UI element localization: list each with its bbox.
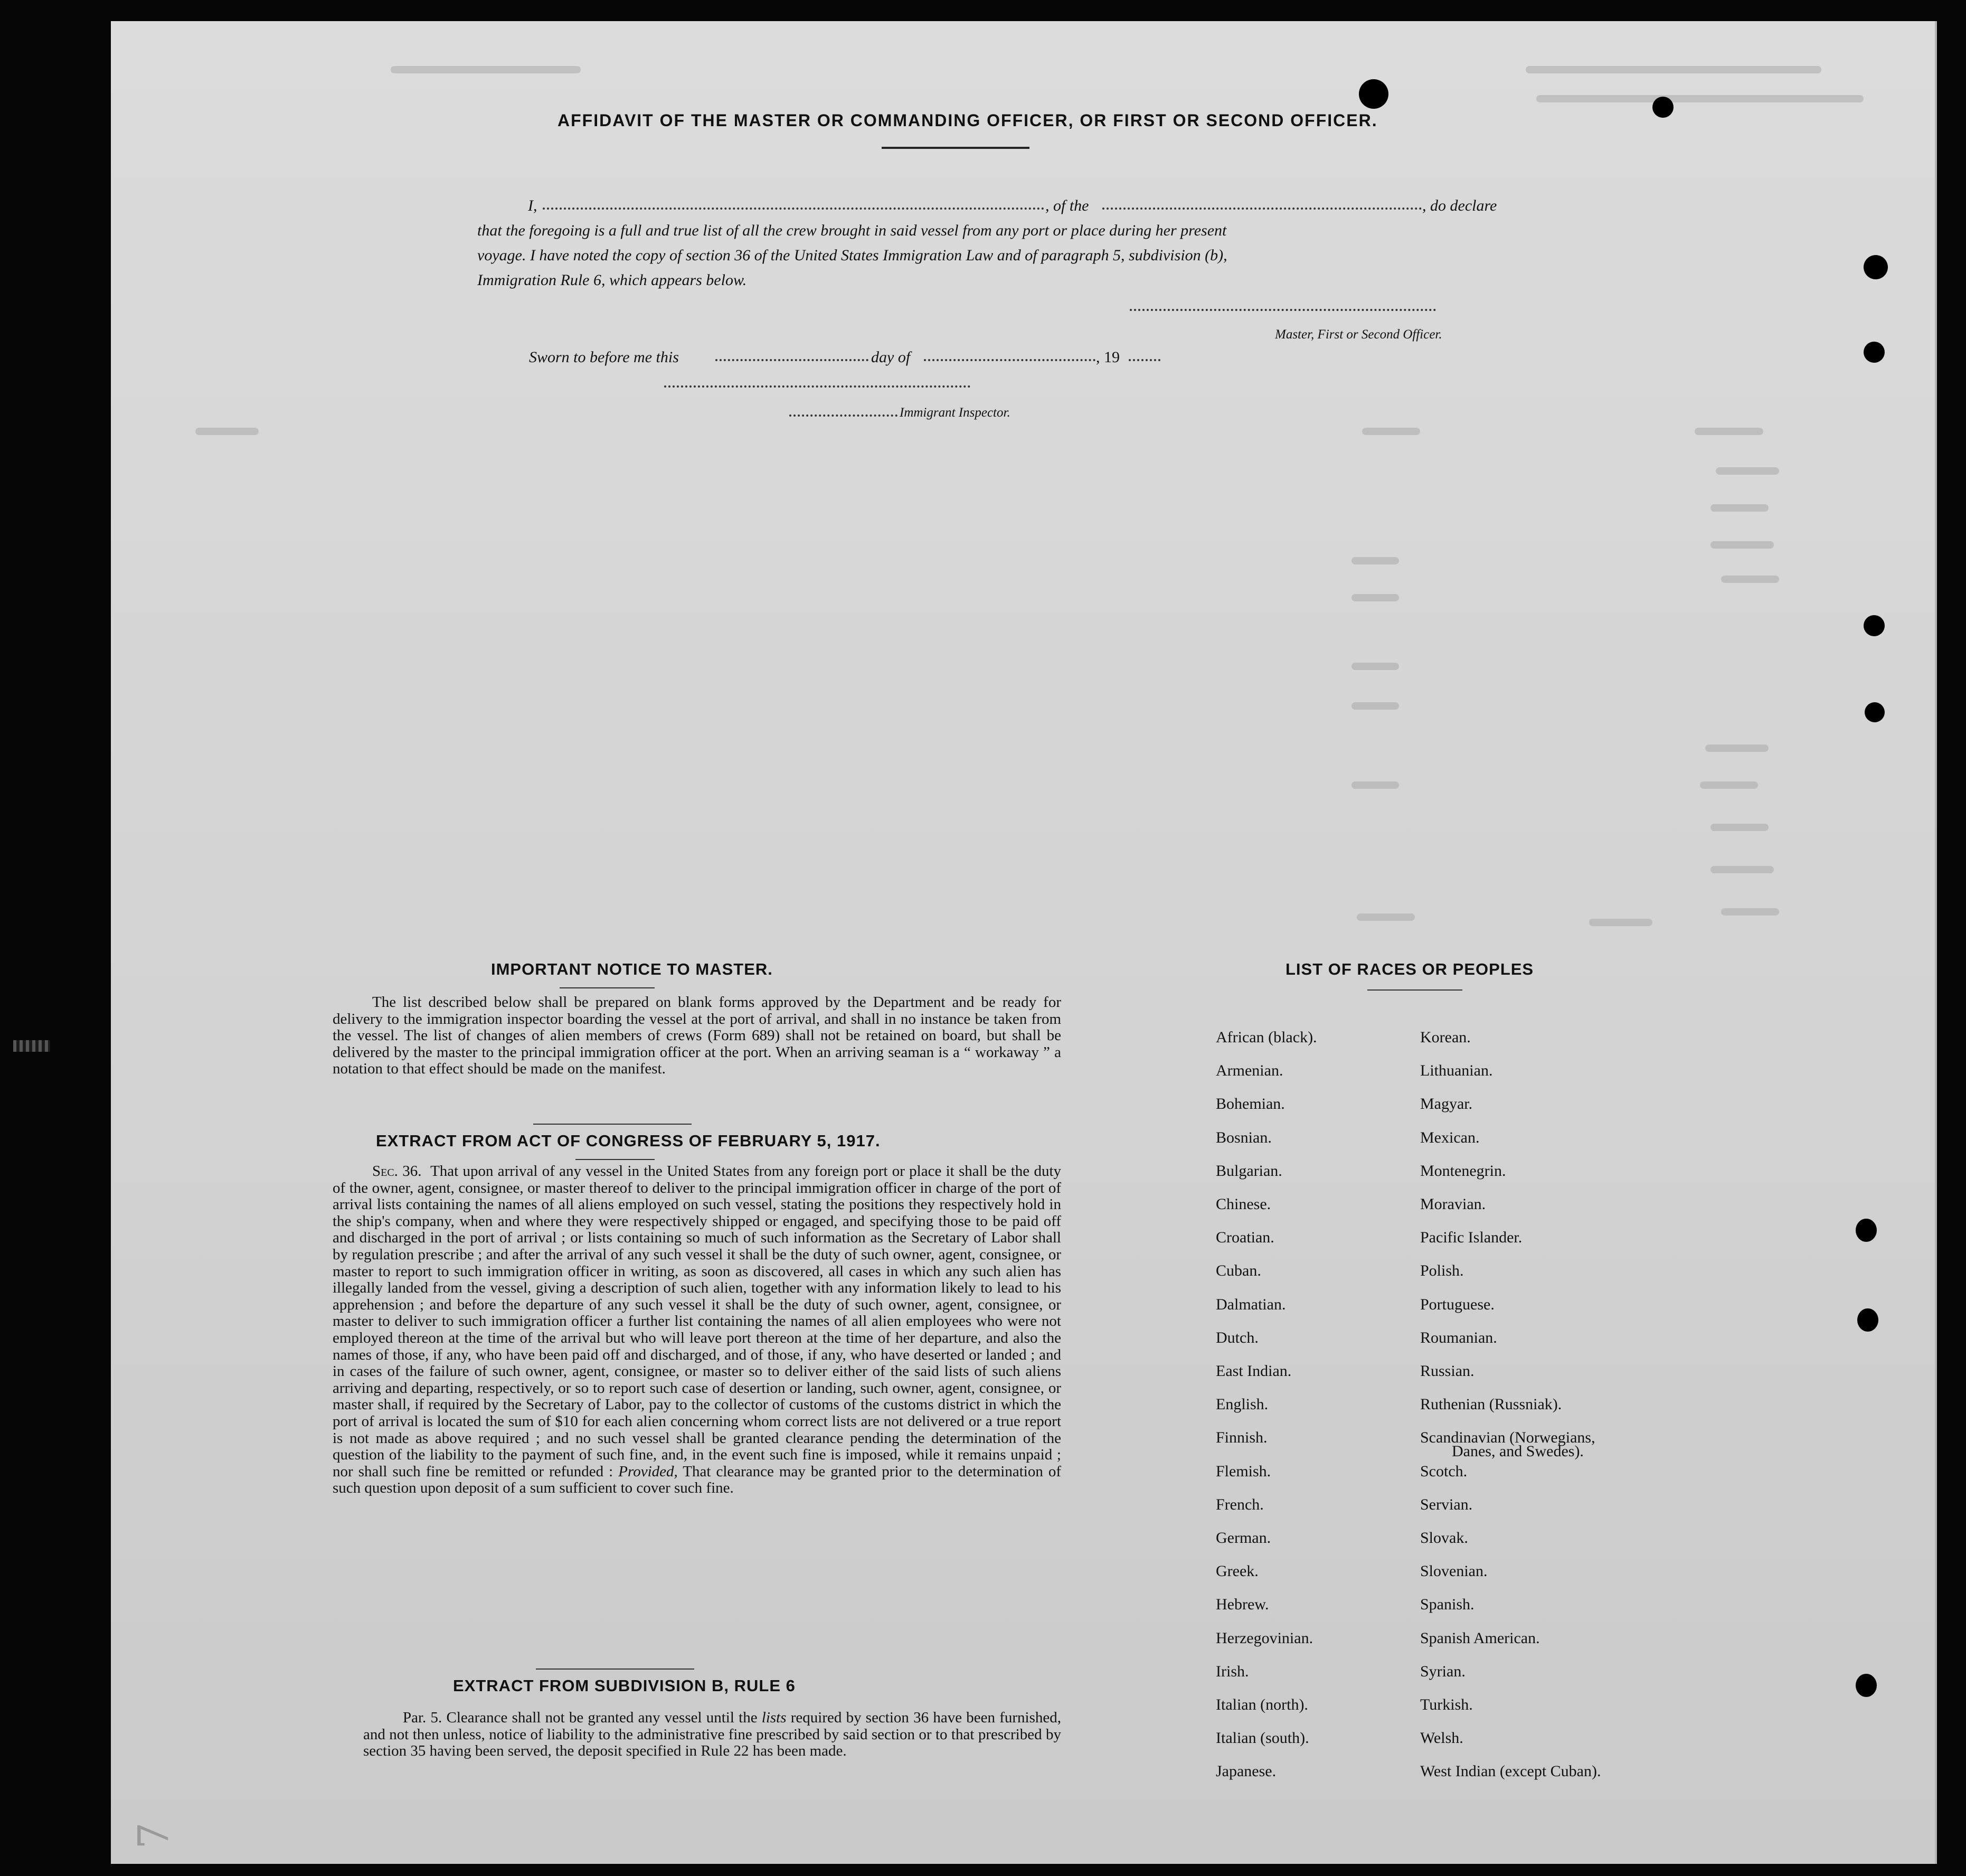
vessel-blank[interactable] (1102, 208, 1422, 210)
sworn-year-blank[interactable] (1129, 359, 1160, 361)
punch-hole (1864, 255, 1888, 279)
inspector-dots (789, 414, 897, 417)
race-right-16: Slovenian. (1420, 1562, 1488, 1580)
sec-36-text-part1: That upon arrival of any vessel in the United States from any foreign port or place it shall be the duty of the owner, agent, consignee, or master thereof to deliver to the principal immigration officer in charge of the port of arrival lists containing the names of all aliens employed on such vessel, stating the positions they respectively hold in the ship's company, when and where they were respectively shipped or engaged, and specifying those to be paid off and discharged in the port of arrival ; or lists containing so much of such information as the Secretary of Labor shall by regulation prescribe ; and after the arrival of any such vessel it shall be the duty of such owner, agent, consignee, or master to report to such immigration officer in writing, as soon as discovered, all cases in which any such alien has illegally landed from the vessel, giving a description of such alien, together with any information likely to lead to his apprehension ; and before the departure of any such vessel it shall be the duty of such owner, agent, consignee, or master to deliver to such immigration officer a further list containing the names of all alien employees who were not employed thereon at the time of the arrival but who will leave port thereon at the time of her departure, and also the names of those, if any, who have been paid off and discharged, and of those, if any, who have deserted or landed ; and in cases of the failure of such owner, agent, consignee, or master so to deliver either of the said lists of such aliens arriving and departing, respectively, or so to report such case of desertion or landing, such owner, agent, consignee, or master shall, if required by the Secretary of Labor, pay to the collector of customs of the customs district in which the port of arrival is located the sum of $10 for each alien concerning whom correct lists are not delivered or a true report is not made as above required ; and no such vessel shall be granted clearance pending the determination of the question of the liability to the payment of such fine, and, in the event such fine is imposed, while it remains unpaid ; nor shall such fine be remitted or refunded : (333, 1163, 1061, 1480)
extract-rule-title: EXTRACT FROM SUBDIVISION B, RULE 6 (453, 1676, 796, 1695)
race-left-17: Hebrew. (1216, 1596, 1269, 1614)
edge-fragment (13, 1040, 50, 1052)
affidavit-line-1: that the foregoing is a full and true list of all the crew brought in said vessel from any port or place during her present (477, 222, 1227, 239)
extract-act-title: EXTRACT FROM ACT OF CONGRESS OF FEBRUARY 5, 1917. (376, 1132, 881, 1150)
par-5-text-part2: required by section 36 have been furnished, and not then unless, notice of liability to the administrative fine prescribed by said section or to that prescribed by section 35 having been served, the deposit specified in Rule 22 has been made. (363, 1709, 1062, 1760)
race-left-15: German. (1216, 1529, 1271, 1547)
race-left-9: Dutch. (1216, 1328, 1259, 1346)
title-underline (882, 147, 1029, 149)
race-right-9: Roumanian. (1420, 1328, 1497, 1346)
race-left-1: Armenian. (1216, 1062, 1283, 1080)
race-left-3: Bosnian. (1216, 1128, 1272, 1146)
race-right-5: Moravian. (1420, 1195, 1486, 1213)
race-right-17: Spanish. (1420, 1596, 1474, 1614)
punch-hole (1359, 79, 1388, 109)
race-left-11: English. (1216, 1396, 1269, 1413)
race-right-14: Servian. (1420, 1495, 1473, 1513)
extract-act-text (333, 1163, 1061, 1497)
race-left-22: Japanese. (1216, 1762, 1277, 1780)
races-underline (1367, 989, 1462, 991)
race-right-18: Spanish American. (1420, 1629, 1540, 1647)
race-left-8: Dalmatian. (1216, 1295, 1286, 1313)
race-right-22: West Indian (except Cuban). (1420, 1762, 1601, 1780)
race-right-6: Pacific Islander. (1420, 1229, 1523, 1247)
sworn-day-blank[interactable] (715, 359, 868, 361)
bleed-through-marks (111, 21, 1935, 1864)
race-left-6: Croatian. (1216, 1229, 1274, 1247)
provided-label: Provided, (618, 1463, 678, 1480)
race-left-19: Irish. (1216, 1662, 1249, 1680)
punch-hole (1864, 615, 1885, 636)
race-left-14: French. (1216, 1495, 1264, 1513)
race-left-16: Greek. (1216, 1562, 1259, 1580)
form-page (111, 21, 1937, 1864)
punch-hole (1652, 97, 1674, 118)
races-title: LIST OF RACES OR PEOPLES (1286, 960, 1534, 978)
race-right-10: Russian. (1420, 1362, 1474, 1380)
race-left-0: African (black). (1216, 1029, 1317, 1046)
par-5-label: Par. 5. (403, 1709, 442, 1726)
race-right-19: Syrian. (1420, 1662, 1466, 1680)
name-blank[interactable] (543, 208, 1044, 210)
affidavit-i-label: I, (528, 197, 537, 214)
extract-act-underline (575, 1159, 655, 1160)
do-declare-label: , do declare (1422, 197, 1497, 214)
race-right-20: Turkish. (1420, 1696, 1473, 1713)
master-signature-blank[interactable] (1130, 309, 1436, 311)
race-right-15: Slovak. (1420, 1529, 1468, 1547)
race-left-13: Flemish. (1216, 1462, 1271, 1480)
par-5-text-part1: Clearance shall not be granted any vessel until the (446, 1709, 758, 1726)
sworn-prefix: Sworn to before me this (529, 348, 679, 366)
sec-36-text-part2: That clearance may be granted prior to the determination of such question upon deposit of a sum sufficient to cover such fine. (333, 1463, 1062, 1497)
race-left-12: Finnish. (1216, 1429, 1268, 1447)
affidavit-line-3: Immigration Rule 6, which appears below. (477, 271, 747, 289)
punch-hole (1857, 1308, 1878, 1332)
race-left-4: Bulgarian. (1216, 1162, 1282, 1180)
race-right-11: Ruthenian (Russniak). (1420, 1396, 1562, 1413)
race-left-20: Italian (north). (1216, 1696, 1308, 1713)
master-caption: Master, First or Second Officer. (1275, 327, 1442, 342)
notice-title: IMPORTANT NOTICE TO MASTER. (491, 960, 773, 978)
affidavit-line-2: voyage. I have noted the copy of section 36 of the United States Immigration Law and of paragraph 5, subdivision (b), (477, 247, 1227, 264)
sec-36-label: Sec. 36. (372, 1163, 422, 1180)
race-right-7: Polish. (1420, 1262, 1464, 1280)
notice-rule (533, 1124, 692, 1125)
inspector-caption: Immigrant Inspector. (900, 406, 1010, 420)
extract-rule-text (363, 1710, 1061, 1760)
inspector-signature-blank[interactable] (664, 385, 970, 388)
race-right-12: Scandinavian (Norwegians, (1420, 1429, 1595, 1447)
notice-underline (560, 987, 655, 988)
year-prefix: , 19 (1096, 348, 1120, 366)
sworn-month-blank[interactable] (924, 359, 1095, 361)
punch-hole (1856, 1674, 1877, 1697)
race-right-13: Scotch. (1420, 1462, 1468, 1480)
punch-hole (1856, 1219, 1877, 1242)
race-right-2: Magyar. (1420, 1095, 1473, 1113)
race-scandinavian-continued: Danes, and Swedes). (1452, 1443, 1584, 1460)
race-left-10: East Indian. (1216, 1362, 1292, 1380)
race-right-21: Welsh. (1420, 1729, 1463, 1747)
race-left-2: Bohemian. (1216, 1095, 1285, 1113)
margin-mark: 7 (128, 1822, 178, 1849)
day-of-label: day of (871, 348, 911, 366)
extract-act-rule (536, 1668, 694, 1670)
punch-hole (1865, 702, 1885, 722)
race-left-18: Herzegovinian. (1216, 1629, 1313, 1647)
race-right-0: Korean. (1420, 1029, 1471, 1046)
race-right-3: Mexican. (1420, 1128, 1480, 1146)
of-the-label: , of the (1045, 197, 1089, 214)
affidavit-title: AFFIDAVIT OF THE MASTER OR COMMANDING OFFICER, OR FIRST OR SECOND OFFICER. (557, 111, 1378, 130)
race-right-4: Montenegrin. (1420, 1162, 1506, 1180)
race-left-21: Italian (south). (1216, 1729, 1309, 1747)
race-left-7: Cuban. (1216, 1262, 1261, 1280)
notice-text: The list described below shall be prepared on blank forms approved by the Department and be ready for delivery to the immigration inspector boarding the vessel at the port of arrival, and shall in no instance be taken from the vessel. The list of changes of alien members of crews (Form 689) shall not be retained on board, but shall be delivered by the master to the principal immigration officer at the port. When an arriving seaman is a “ workaway ” a notation to that effect should be made on the manifest. (333, 994, 1061, 1078)
race-right-1: Lithuanian. (1420, 1062, 1493, 1080)
punch-hole (1864, 342, 1885, 363)
race-left-5: Chinese. (1216, 1195, 1271, 1213)
race-right-8: Portuguese. (1420, 1295, 1495, 1313)
lists-word: lists (761, 1709, 787, 1726)
